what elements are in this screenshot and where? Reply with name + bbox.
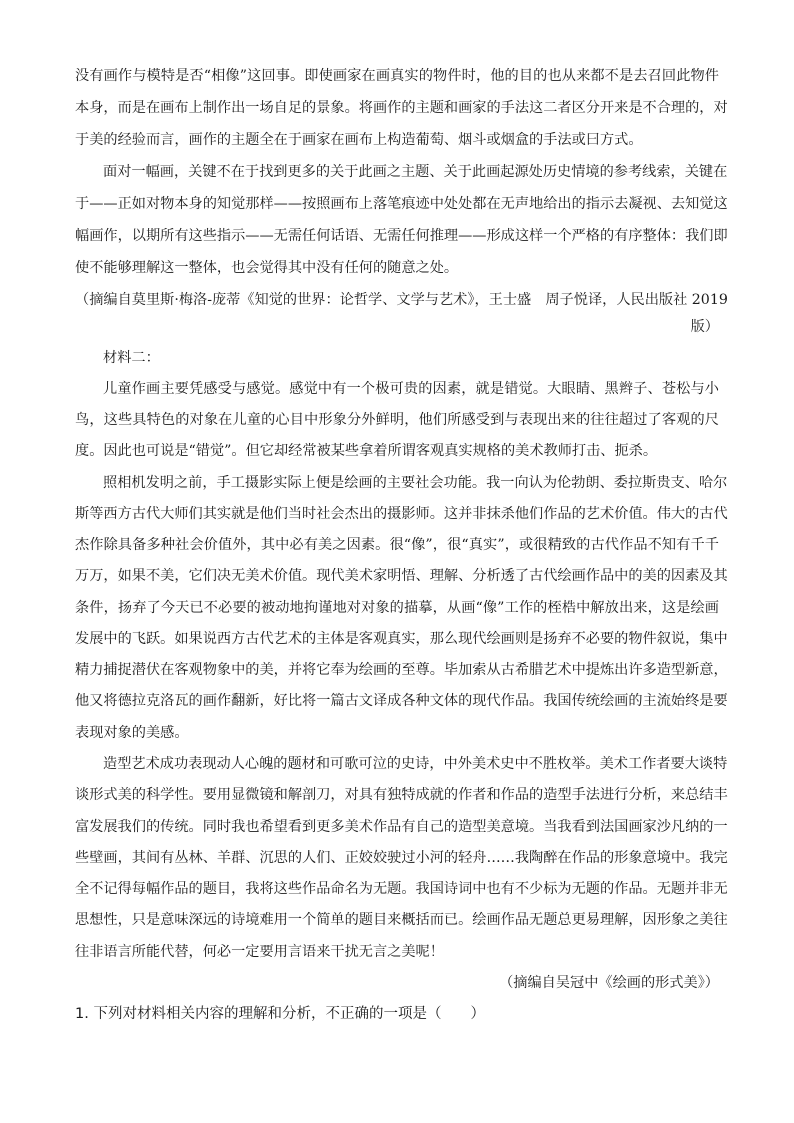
- text-line: 斯等西方古代大师们其实就是他们当时社会杰出的摄影师。这并非抹杀他们作品的艺术价值。伟大的古代: [75, 506, 728, 522]
- text-line: 往非语言所能代替，何必一定要用言语来干扰无言之美呢！: [75, 944, 444, 960]
- text-line: 照相机发明之前，手工摄影实际上便是绘画的主要社会功能。我一向认为伦勃朗、委拉斯贵支、哈尔: [103, 475, 728, 491]
- text-line: 富发展我们的传统。同时我也希望看到更多美术作品有自己的造型美意境。当我看到法国画家沙凡纳的一: [75, 819, 728, 835]
- text-line: 谈形式美的科学性。要用显微镜和解剖刀，对具有独特成就的作者和作品的造型手法进行分析，来总结丰: [75, 787, 728, 803]
- text-line: 他又将德拉克洛瓦的画作翻新，好比将一篇古文译成各种文体的现代作品。我国传统绘画的主流始终是要: [75, 693, 728, 709]
- text-line: 使不能够理解这一整体，也会觉得其中没有任何的随意之处。: [75, 260, 459, 276]
- material-heading: 材料二：: [103, 350, 160, 366]
- text-line: 幅画作，以期所有这些指示——无需任何话语、无需任何推理——形成这样一个严格的有序整体：我们即: [75, 228, 728, 244]
- text-line: 本身，而是在画布上制作出一场自足的景象。将画作的主题和画家的手法这二者区分开来是不合理的，对: [75, 100, 728, 116]
- text-line: 造型艺术成功表现动人心魄的题材和可歌可泣的史诗，中外美术史中不胜枚举。美术工作者要大谈特: [103, 756, 728, 772]
- text-line: 儿童作画主要凭感受与感觉。感觉中有一个极可贵的因素，就是错觉。大眼睛、黑辫子、苍松与小: [103, 381, 719, 397]
- text-line: 度。因此也可说是“错觉”。但它却经常被某些拿着所谓客观真实规格的美术教师打击、扼杀。: [75, 443, 658, 459]
- text-line: 思想性，只是意味深远的诗境难用一个简单的题目来概括而已。绘画作品无题总更易理解，因形象之美往: [75, 912, 728, 928]
- text-line: 鸟，这些具特色的对象在儿童的心目中形象分外鲜明，他们所感受到与表现出来的往往超过了客观的尺: [75, 412, 719, 428]
- source-citation: （摘编自莫里斯·梅洛-庞蒂《知觉的世界：论哲学、文学与艺术》，王士盛 周子悦译，人民出版社 2019: [75, 292, 728, 308]
- text-line: 条件，扬弃了今天已不必要的被动地拘谨地对对象的描摹，从画“像”工作的桎梏中解放出来，这是绘画: [75, 600, 719, 616]
- text-line: 面对一幅画，关键不在于找到更多的关于此画之主题、关于此画起源处历史情境的参考线索，关键在: [103, 164, 728, 180]
- question-text: 1. 下列对材料相关内容的理解和分析，不正确的一项是（ ）: [75, 1006, 485, 1022]
- text-line: 精力捕捉潜伏在客观物象中的美，并将它奉为绘画的至尊。毕加索从古希腊艺术中提炼出许多造型新意，: [75, 662, 728, 678]
- text-line: 没有画作与模特是否“相像”这回事。即使画家在画真实的物件时，他的目的也从来都不是去召回此物件: [75, 68, 719, 84]
- text-line: 些壁画，其间有丛林、羊群、沉思的人们、正姣姣驶过小河的轻舟……我陶醉在作品的形象意境中。我完: [75, 850, 728, 866]
- text-line: 发展中的飞跃。如果说西方古代艺术的主体是客观真实，那么现代绘画则是扬弃不必要的物件叙说，集中: [75, 631, 728, 647]
- text-line: 杰作除具备多种社会价值外，其中必有美之因素。很“像”，很“真实”，或很精致的古代作品不知有千千: [75, 537, 719, 553]
- text-line: 于——正如对物本身的知觉那样——按照画布上落笔痕迹中处处都在无声地给出的指示去凝视、去知觉这: [75, 196, 728, 212]
- source-citation: 版）: [690, 319, 719, 335]
- source-citation: （摘编自吴冠中《绘画的形式美》）: [499, 975, 719, 991]
- text-line: 万万，如果不美，它们决无美术价值。现代美术家明悟、理解、分析透了古代绘画作品中的美的因素及其: [75, 568, 728, 584]
- text-line: 全不记得每幅作品的题目，我将这些作品命名为无题。我国诗词中也有不少标为无题的作品。无题并非无: [75, 881, 728, 897]
- text-line: 于美的经验而言，画作的主题全在于画家在画布上构造葡萄、烟斗或烟盒的手法或曰方式。: [75, 132, 643, 148]
- text-line: 表现对象的美感。: [75, 725, 189, 741]
